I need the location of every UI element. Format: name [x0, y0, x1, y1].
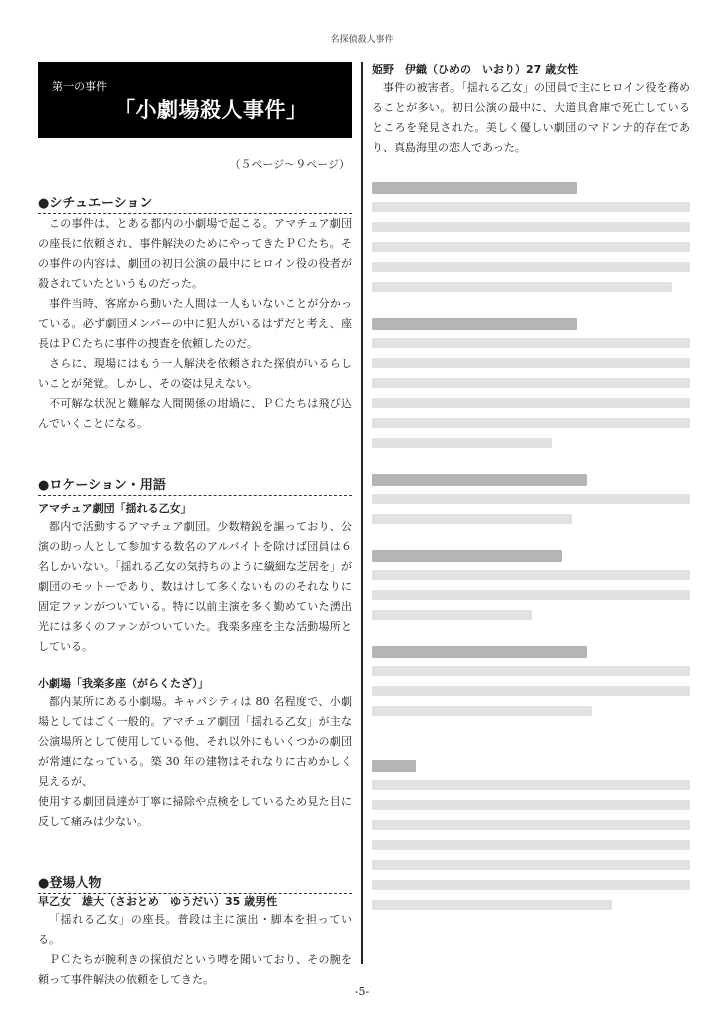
title-kicker: 第一の事件 — [52, 80, 107, 93]
redacted-entry — [372, 550, 690, 620]
character-name: 早乙女 雄大（さおとめ ゆうだい）35 歳男性 — [38, 895, 278, 908]
column-divider — [361, 62, 363, 964]
term-description: 都内で活動するアマチュア劇団。少数精鋭を謳っており、公演の助っ人として参加する数名のアルバイトを除けば団員は６名しかいない。「揺れる乙女の気持ちのように繊細な芝居を」が劇団のモットーであり、数はけして多くないもののそれなりに固定ファンがついている。特に以前主演を多く勤めていた湧出光には多くのファンがついていた。我楽多座を主な活動場所としている。 — [38, 520, 352, 653]
character-description: ＰＣたちが腕利きの探偵だという噂を聞いており、その腕を頼って事件解決の依頼をしてきた。 — [38, 953, 352, 986]
title-box — [38, 62, 352, 138]
situation-paragraph: この事件は、とある都内の小劇場で起こる。アマチュア劇団の座長に依頼され、事件解決のためにやってきたＰＣたち。その事件の内容は、劇団の初日公演の最中にヒロイン役の役者が殺されていたというものだった。 — [38, 217, 352, 290]
character-description: 事件の被害者。「揺れる乙女」の団員で主にヒロイン役を務めることが多い。初日公演の最中に、大道具倉庫で死亡しているところを発見された。美しく優しい劇団のマドンナ的存在であり、真島海里の恋人であった。 — [372, 81, 690, 154]
section-heading-location: ●ロケーション・用語 — [38, 474, 352, 496]
term-name-troupe: アマチュア劇団「揺れる乙女」 — [38, 502, 192, 515]
redacted-entry — [372, 318, 690, 448]
term-name-theater: 小劇場「我楽多座（がらくたざ）」 — [38, 677, 209, 690]
character-name: 姫野 伊織（ひめの いおり）27 歳女性 — [372, 63, 579, 76]
page-range: （５ページ～９ページ） — [229, 158, 350, 171]
redacted-entry — [372, 646, 690, 716]
running-header: 名探偵殺人事件 — [330, 35, 394, 45]
left-column — [38, 62, 352, 990]
character-description: 「揺れる乙女」の座長。普段は主に演出・脚本を担っている。 — [38, 913, 352, 946]
section-heading-characters: ●登場人物 — [38, 872, 352, 894]
redacted-entry — [372, 760, 690, 910]
situation-paragraph: 不可解な状況と難解な人間関係の坩堝に、ＰＣたちは飛び込んでいくことになる。 — [38, 397, 352, 430]
situation-paragraph: さらに、現場にはもう一人解決を依頼された探偵がいるらしいことが発覚。しかし、その姿は見えない。 — [38, 357, 352, 390]
scenario-title: 「小劇場殺人事件」 — [114, 98, 308, 122]
redacted-entry — [372, 182, 690, 292]
right-column — [372, 62, 690, 920]
section-heading-situation: ●シチュエーション — [38, 192, 352, 214]
situation-paragraph: 事件当時、客席から動いた人間は一人もいないことが分かっている。必ず劇団メンバーの中に犯人がいるはずだと考え、座長はＰＣたちに事件の捜査を依頼したのだ。 — [38, 297, 352, 350]
page-number: -5- — [354, 985, 370, 998]
term-description: 都内某所にある小劇場。キャパシティは 80 名程度で、小劇場としてはごく一般的。アマチュア劇団「揺れる乙女」が主な公演場所として使用している他、それ以外にもいくつかの劇団が常連になっている。築 30 年の建物はそれなりに古めかしく見えるが、 — [38, 695, 352, 788]
term-description: 使用する劇団員達が丁寧に掃除や点検をしているため見た目に反して痛みは少ない。 — [38, 795, 352, 828]
redacted-entry — [372, 474, 690, 524]
